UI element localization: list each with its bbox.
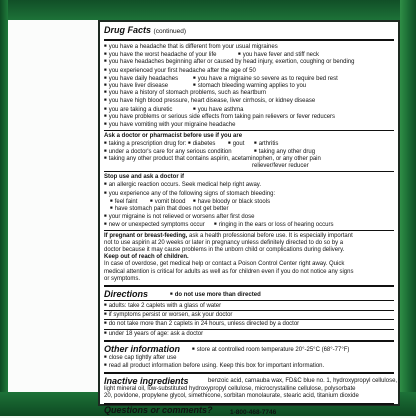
warning-item: ■ you have high blood pressure, heart disease, liver cirrhosis, or kidney disease: [104, 97, 394, 105]
other-product-continuation: reliever/fever reducer: [252, 162, 309, 169]
stop-item: ■ your migraine is not relieved or worsens after first dose: [104, 213, 394, 221]
title-rule: [104, 39, 394, 41]
direction-item: ■ adults: take 2 caplets with a glass of water: [104, 302, 394, 310]
direction-item: ■ do not take more than 2 caplets in 24 hours, unless directed by a doctor: [104, 320, 394, 328]
warning-item: ■ you have headaches beginning after or caused by head injury, exertion, coughing or bending: [104, 58, 394, 66]
warning-item-pair: [104, 75, 394, 82]
package-top-border: [0, 0, 416, 20]
warning-item: ■ you have problems or serious side effects from taking pain relievers or fever reducers: [104, 113, 394, 121]
warning-item-pair: [104, 82, 394, 89]
other-product-item: ■ taking any other product that contains aspirin, acetaminophen, or any other pain: [104, 155, 394, 163]
inactive-line: 20, povidone, propylene glycol, simethicone, sorbitan monolaurate, stearic acid, titanium dioxide: [104, 393, 359, 400]
ask-doctor-pharmacist-section: [104, 133, 394, 170]
pregnancy-line: If pregnant or breast-feeding, ask a health professional before use. It is especially important: [104, 232, 353, 239]
warning-item-pair: [104, 106, 394, 113]
section-rule: [104, 171, 394, 172]
section-rule: [104, 130, 394, 131]
warning-item: ■ you experienced your first headache after the age of 50: [104, 67, 394, 75]
directions-heading-row: [104, 289, 394, 299]
other-item: ■ close cap tightly after use: [104, 354, 394, 362]
section-rule: [104, 340, 394, 342]
section-heading: Ask a doctor or pharmacist before use if you are: [104, 133, 243, 140]
prescription-row: [104, 140, 394, 147]
care-item: ■ taking any other drug: [254, 148, 315, 156]
section-heading: Inactive ingredients: [104, 376, 189, 387]
warning-item: ■ you are taking a diuretic: [104, 106, 172, 114]
inactive-line: light mineral oil, low-substituted hydroxypropyl cellulose, microcrystalline cellulose, polysorbate: [104, 386, 356, 393]
rx-item: ■ gout: [228, 140, 244, 148]
bleeding-sign: ■ have stomach pain that does not get better: [104, 205, 394, 213]
section-heading: Other information: [104, 343, 180, 354]
rx-item: ■ diabetes: [188, 140, 215, 148]
package-left-border: [0, 0, 8, 416]
section-heading: Keep out of reach of children.: [104, 254, 189, 261]
stop-item-pair: [104, 221, 394, 228]
bleeding-sign: ■ vomit blood: [150, 198, 185, 206]
rx-label: ■ taking a prescription drug for:: [104, 140, 186, 148]
care-row: [104, 148, 394, 155]
pregnancy-line: doctor because it may cause problems in the unborn child or complications during delivery.: [104, 246, 345, 253]
section-heading: Directions: [104, 288, 149, 299]
package-right-border: [400, 0, 416, 416]
warning-item: ■ you have a migraine so severe as to require bed rest: [193, 75, 338, 83]
directions-note: ■ do not use more than directed: [170, 291, 261, 299]
sub-rule: [104, 300, 394, 301]
warning-item: ■ you have a history of stomach problems, such as heartburn: [104, 89, 394, 97]
section-heading: Stop use and ask a doctor if: [104, 174, 185, 181]
drug-facts-panel: [98, 20, 400, 416]
stop-item: ■ new or unexpected symptoms occur: [104, 221, 205, 229]
section-rule: [104, 285, 394, 287]
warning-item: ■ stomach bleeding warning applies to you: [193, 82, 306, 90]
drug-facts-title: Drug Facts (continued): [104, 25, 187, 35]
section-rule: [104, 230, 394, 231]
direction-item: ■ if symptoms persist or worsen, ask your doctor: [104, 311, 394, 319]
overdose-line: In case of overdose, get medical help or contact a Poison Control Center right away. Quick: [104, 261, 345, 268]
warning-item: ■ you have liver disease: [104, 82, 168, 90]
other-item: ■ read all product information before using. Keep this box for important information.: [104, 362, 394, 370]
stop-item: ■ ringing in the ears or loss of hearing occurs: [214, 221, 333, 229]
stop-item: ■ an allergic reaction occurs. Seek medical help right away.: [104, 181, 394, 189]
pregnancy-section: [104, 233, 394, 255]
bleeding-signs-row: [104, 198, 394, 205]
inactive-heading-row: [104, 376, 398, 387]
warning-item-pair: [104, 51, 394, 58]
warnings-list: [104, 43, 394, 129]
stop-use-section: [104, 174, 394, 228]
other-heading-row: [104, 344, 394, 354]
phone-number: 1-800-468-7746: [230, 408, 277, 416]
rx-item: ■ arthritis: [254, 140, 278, 148]
inactive-line: benzoic acid, carnauba wax, FD&C blue no. 1, hydroxypropyl cellulose,: [208, 378, 398, 385]
warning-item: ■ you have a headache that is different from your usual migraines: [104, 43, 394, 51]
other-information-section: [104, 344, 394, 370]
direction-item: ■ under 18 years of age: ask a doctor: [104, 330, 394, 338]
bleeding-sign: ■ feel faint: [110, 198, 137, 206]
warning-item: ■ you have daily headaches: [104, 75, 178, 83]
overdose-line: or symptoms.: [104, 275, 141, 282]
questions-heading: Questions or comments?: [104, 404, 213, 415]
stop-item: ■ you experience any of the following signs of stomach bleeding:: [104, 190, 394, 198]
pregnancy-line: not to use aspirin at 20 weeks or later in pregnancy unless definitely directed to do so by a: [104, 239, 344, 246]
care-item: ■ under a doctor's care for any serious condition: [104, 148, 232, 156]
directions-section: [104, 289, 394, 338]
storage-item: ■ store at controlled room temperature 20°-25°C (68°-77°F): [192, 346, 349, 354]
children-section: [104, 254, 394, 283]
section-rule: [104, 372, 394, 374]
inactive-ingredients-section: [104, 376, 398, 400]
warning-item: ■ you have the worst headache of your life: [104, 51, 216, 59]
warning-item: ■ you have fever and stiff neck: [238, 51, 319, 59]
questions-row: [104, 404, 394, 418]
overdose-line: medical attention is critical for adults as well as for children even if you do not notice any signs: [104, 268, 354, 275]
warning-item: ■ you have asthma: [193, 106, 243, 114]
bleeding-sign: ■ have bloody or black stools: [193, 198, 270, 206]
warning-item: ■ you have vomiting with your migraine headache: [104, 121, 394, 129]
